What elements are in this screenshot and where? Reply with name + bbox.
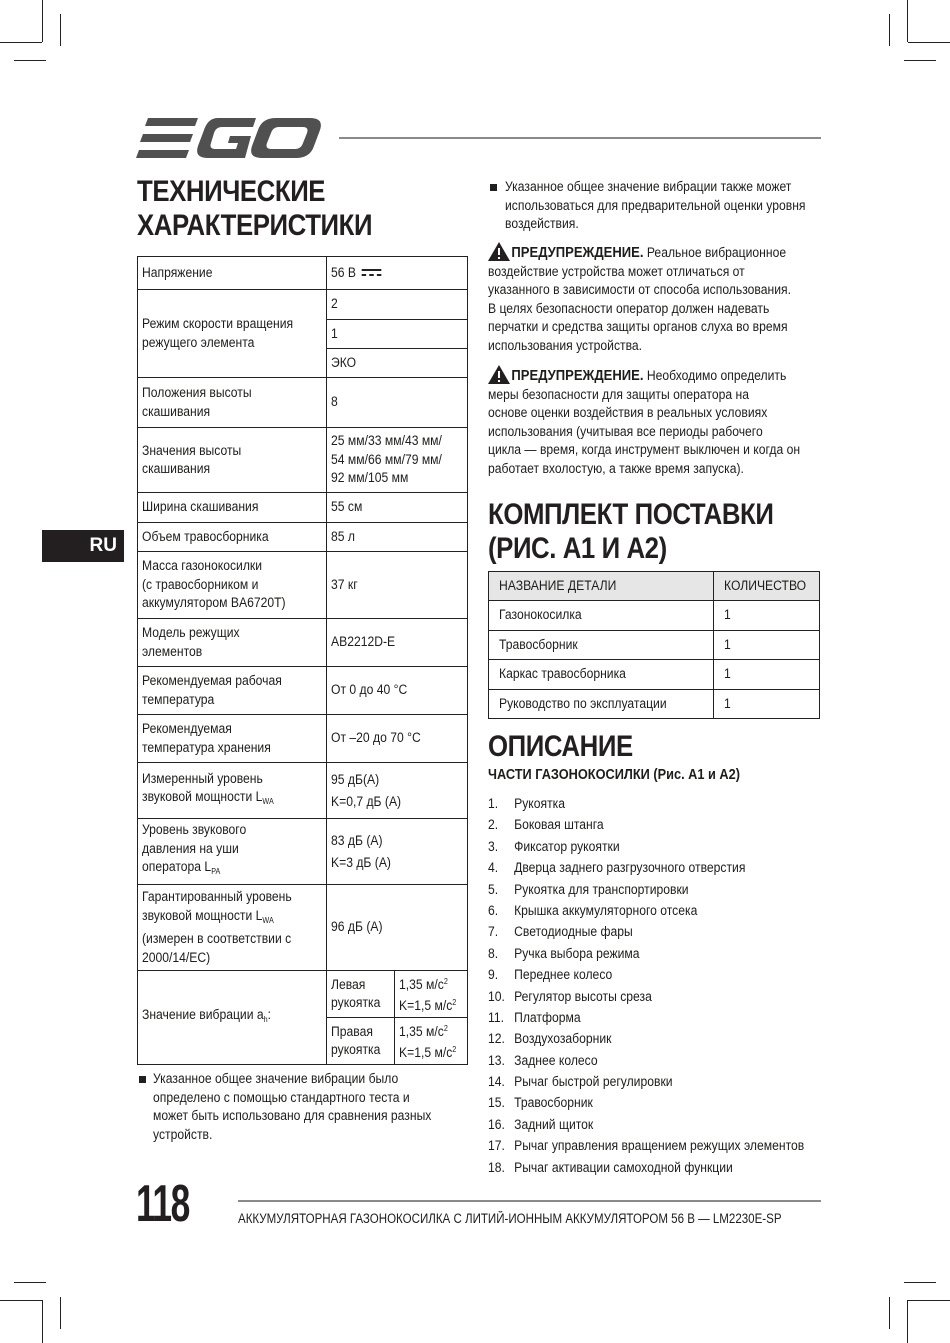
spec-value: 96 дБ (A)	[331, 919, 383, 935]
spec-value: От –20 до 70 °С	[331, 730, 421, 746]
spec-label: Измеренный уровень	[142, 770, 263, 786]
spec-label: Правая	[331, 1023, 373, 1039]
list-number: 15.	[488, 1095, 505, 1111]
list-item	[488, 1137, 805, 1158]
spec-label: звуковой мощности L	[142, 907, 263, 923]
spec-label: давления на уши	[142, 840, 239, 856]
table-row	[138, 885, 468, 971]
spec-label: Напряжение	[142, 264, 213, 280]
description-title: ОПИСАНИЕ	[488, 730, 633, 763]
note-line: может быть использовано для сравнения разных	[153, 1108, 432, 1123]
table-row	[138, 763, 468, 819]
spec-value: ЭКО	[331, 354, 357, 370]
table-row	[138, 493, 468, 523]
spec-label: Гарантированный уровень	[142, 889, 292, 904]
spec-label: Объем травосборника	[142, 528, 269, 544]
spec-label: Левая	[331, 976, 366, 992]
list-item	[488, 1052, 794, 1073]
list-number: 7.	[488, 924, 499, 940]
footer-text: АККУМУЛЯТОРНАЯ ГАЗОНОКОСИЛКА С ЛИТИЙ-ИОННЫМ АККУМУЛЯТОРОМ 56 В — LM2230E-SP	[238, 1211, 782, 1226]
footer-rule	[238, 1200, 821, 1202]
warning-line: Реальное вибрационное	[643, 245, 787, 260]
table-row	[489, 601, 820, 631]
note-line: устройств.	[153, 1126, 213, 1142]
kit-part-qty: 1	[723, 636, 731, 652]
table-row	[138, 971, 468, 1018]
list-text: Платформа	[514, 1009, 581, 1025]
warning-line: указанного в зависимости от способа использования.	[488, 282, 791, 297]
crop-mark	[0, 1300, 42, 1301]
list-number: 2.	[488, 817, 499, 833]
specs-table	[137, 256, 468, 1065]
spec-label: температура хранения	[142, 739, 271, 755]
spec-value: 1,35 м/с	[399, 1023, 445, 1039]
list-text: Рычаг быстрой регулировки	[514, 1074, 673, 1090]
parts-list	[488, 795, 805, 1180]
list-item	[488, 1094, 794, 1115]
table-row	[138, 619, 468, 667]
table-row	[138, 378, 468, 428]
spec-label: Уровень звукового	[142, 822, 247, 838]
spec-value: 37 кг	[331, 576, 358, 592]
spec-label-subscript: WA	[262, 797, 274, 806]
spec-value: 8	[331, 394, 338, 410]
table-row	[138, 667, 468, 715]
brand-logo	[136, 116, 322, 162]
crop-mark	[889, 1297, 890, 1329]
list-text: Рукоятка для транспортировки	[514, 881, 689, 897]
kit-part-name: Каркас травосборника	[499, 666, 626, 682]
note-line: определено с помощью стандартного теста и	[153, 1089, 410, 1105]
column-header: КОЛИЧЕСТВО	[723, 577, 806, 593]
spec-label: Режим скорости вращения режущего элемента	[142, 316, 294, 350]
list-text: Светодиодные фары	[514, 924, 633, 940]
vibration-note-right	[505, 178, 806, 234]
warning-line: использования устройства.	[488, 337, 643, 353]
spec-label: Масса газонокосилки	[142, 558, 263, 574]
spec-value: K=1,5 м/с	[399, 1045, 453, 1060]
list-text: Регулятор высоты среза	[514, 988, 652, 1004]
warning-line: перчатки и средства защиты органов слуха во время	[488, 319, 788, 334]
list-item	[488, 816, 794, 837]
warning-title: ПРЕДУПРЕЖДЕНИЕ.	[511, 368, 644, 384]
spec-label-subscript: WA	[262, 915, 274, 925]
list-text: Крышка аккумуляторного отсека	[514, 902, 698, 918]
list-number: 10.	[488, 988, 505, 1004]
table-row	[489, 690, 820, 719]
spec-label: (измерен в соответствии с	[142, 931, 292, 946]
list-item	[488, 1159, 794, 1180]
list-number: 3.	[488, 838, 499, 854]
warning-line: Необходимо определить	[643, 368, 787, 383]
crop-mark	[908, 42, 950, 43]
spec-value: От 0 до 40 °С	[331, 682, 408, 698]
crop-mark	[889, 14, 890, 46]
warning-line: использования (учитывая все периоды рабочего	[488, 423, 763, 439]
kit-part-qty: 1	[723, 607, 731, 623]
kit-title	[488, 498, 773, 566]
list-item	[488, 945, 794, 966]
warning-line: цикла — время, когда инструмент выключен и когда он	[488, 442, 801, 457]
spec-label: Ширина скашивания	[142, 499, 259, 515]
kit-title-line: КОМПЛЕКТ ПОСТАВКИ	[488, 498, 774, 531]
crop-mark	[14, 60, 46, 61]
spec-label: Положения высоты скашивания	[142, 385, 252, 419]
spec-value: K=0,7 дБ (A)	[331, 793, 402, 809]
list-text: Рычаг активации самоходной функции	[514, 1159, 733, 1175]
list-item	[488, 923, 794, 944]
kit-part-name: Травосборник	[499, 636, 578, 652]
list-number: 12.	[488, 1031, 505, 1047]
list-number: 4.	[488, 860, 499, 876]
list-text: Задний щиток	[514, 1116, 594, 1132]
list-number: 18.	[488, 1159, 505, 1175]
spec-label: 2000/14/EC)	[142, 949, 211, 965]
superscript: 2	[452, 1045, 457, 1054]
warning-line: В целях безопасности оператор должен надевать	[488, 300, 770, 316]
crop-mark	[14, 1282, 46, 1283]
crop-mark	[0, 42, 42, 43]
specs-title-line: ТЕХНИЧЕСКИЕ	[137, 175, 326, 208]
spec-value: 25 мм/33 мм/43 мм/	[331, 433, 442, 449]
list-number: 6.	[488, 902, 499, 918]
list-number: 16.	[488, 1116, 505, 1132]
kit-table	[488, 571, 820, 719]
warning-line: воздействие устройства может отличаться от	[488, 263, 745, 279]
table-row	[138, 819, 468, 885]
column-header: НАЗВАНИЕ ДЕТАЛИ	[499, 577, 617, 593]
superscript: 2	[444, 1023, 449, 1033]
spec-value: 85 л	[331, 528, 355, 544]
table-row	[138, 715, 468, 763]
list-item	[488, 1116, 794, 1137]
list-number: 11.	[488, 1009, 504, 1025]
spec-value: 95 дБ(A)	[331, 771, 380, 787]
spec-label: Рекомендуемая	[142, 721, 232, 736]
list-text: Воздухозаборник	[514, 1031, 612, 1047]
spec-label: рукоятка	[331, 995, 381, 1010]
list-text: Переднее колесо	[514, 967, 613, 983]
table-header-row	[489, 572, 820, 601]
note-line: Указанное общее значение вибрации было	[153, 1071, 399, 1086]
superscript: 2	[444, 976, 449, 986]
spec-value: K=1,5 м/с	[399, 998, 453, 1013]
spec-value: 56 В	[331, 264, 357, 280]
description-subtitle: ЧАСТИ ГАЗОНОКОСИЛКИ (Рис. A1 и A2)	[488, 767, 740, 783]
vibration-note	[153, 1070, 431, 1144]
language-tab-label: RU	[89, 535, 117, 556]
table-row	[489, 631, 820, 660]
spec-label: рукоятка	[331, 1042, 381, 1057]
superscript: 2	[452, 998, 457, 1007]
page-number: 118	[136, 1175, 189, 1233]
crop-mark	[908, 1300, 950, 1301]
table-row	[138, 290, 468, 320]
spec-value: 1,35 м/с	[399, 976, 445, 992]
list-item	[488, 881, 794, 902]
list-item	[488, 988, 794, 1009]
list-item	[488, 966, 794, 987]
spec-value: 2	[331, 296, 338, 312]
crop-mark	[60, 1297, 61, 1329]
specs-title-line: ХАРАКТЕРИСТИКИ	[137, 209, 373, 242]
spec-label-subscript: PA	[211, 867, 221, 877]
list-item	[488, 795, 794, 816]
list-text: Дверца заднего разгрузочного отверстия	[514, 860, 746, 876]
list-number: 17.	[488, 1138, 505, 1154]
spec-label: (с травосборником и	[142, 576, 259, 592]
spec-value: 83 дБ (A)	[331, 832, 383, 848]
crop-mark	[60, 14, 61, 46]
table-row	[138, 428, 468, 493]
list-text: Фиксатор рукоятки	[514, 838, 620, 854]
list-item	[488, 902, 794, 923]
crop-mark	[907, 1300, 908, 1343]
warning-line: основе оценки воздействия в реальных условиях	[488, 405, 768, 420]
spec-value: 1	[331, 325, 338, 341]
list-text: Рычаг управления вращением режущих элементов	[514, 1138, 805, 1154]
kit-title-line: (РИС. A1 И A2)	[488, 532, 667, 565]
kit-part-qty: 1	[723, 695, 731, 711]
bullet-icon	[490, 184, 497, 191]
crop-mark	[907, 0, 908, 42]
list-item	[488, 859, 794, 880]
list-number: 14.	[488, 1074, 505, 1090]
spec-label-subscript: h	[263, 1014, 268, 1024]
list-item	[488, 1030, 794, 1051]
spec-label: Рекомендуемая рабочая	[142, 673, 282, 688]
header-rule	[339, 137, 821, 139]
crop-mark	[904, 1282, 936, 1283]
spec-label: звуковой мощности L	[142, 789, 263, 804]
spec-label: оператора L	[142, 859, 212, 875]
specs-title	[137, 175, 372, 243]
dc-symbol-icon	[361, 268, 381, 277]
crop-mark	[904, 60, 936, 61]
language-tab	[42, 530, 124, 562]
spec-value: 54 мм/66 мм/79 мм/	[331, 451, 442, 467]
kit-part-name: Газонокосилка	[499, 607, 582, 623]
kit-part-qty: 1	[723, 666, 731, 682]
note-line: Указанное общее значение вибрации также может	[505, 179, 792, 194]
warning-line: меры безопасности для защиты оператора на	[488, 386, 749, 402]
crop-mark	[42, 0, 43, 42]
list-number: 13.	[488, 1052, 505, 1068]
spec-label: температура	[142, 691, 215, 707]
spec-label: Модель режущих	[142, 625, 240, 640]
list-item	[488, 838, 794, 859]
note-line: воздействия.	[505, 216, 579, 231]
list-text: Рукоятка	[514, 796, 565, 811]
spec-label: :	[267, 1006, 272, 1022]
table-row	[489, 660, 820, 690]
spec-value: 92 мм/105 мм	[331, 470, 409, 486]
spec-label: Значения высоты скашивания	[142, 442, 242, 476]
table-row	[138, 523, 468, 552]
spec-value: 55 см	[331, 499, 363, 515]
list-number: 9.	[488, 967, 499, 983]
spec-label: аккумулятором BA6720T)	[142, 595, 286, 611]
spec-value: AB2212D-E	[331, 634, 396, 650]
list-text: Заднее колесо	[514, 1052, 598, 1068]
table-row	[138, 257, 468, 290]
warning-line: работает вхолостую, а также время запуска).	[488, 460, 744, 476]
list-number: 5.	[488, 881, 499, 897]
spec-value: K=3 дБ (A)	[331, 854, 391, 870]
spec-label: элементов	[142, 643, 203, 659]
bullet-icon	[139, 1076, 146, 1083]
list-item	[488, 1073, 794, 1094]
list-text: Ручка выбора режима	[514, 945, 640, 961]
list-number: 8.	[488, 945, 499, 961]
crop-mark	[42, 1300, 43, 1343]
table-row	[138, 552, 468, 619]
list-text: Боковая штанга	[514, 817, 604, 833]
note-line: использоваться для предварительной оценки уровня	[505, 197, 806, 213]
list-text: Травосборник	[514, 1095, 593, 1111]
list-item	[488, 1009, 794, 1030]
warning-title: ПРЕДУПРЕЖДЕНИЕ.	[511, 245, 644, 261]
spec-label: Значение вибрации a	[142, 1006, 264, 1022]
kit-part-name: Руководство по эксплуатации	[499, 695, 667, 711]
list-number: 1.	[488, 796, 499, 811]
